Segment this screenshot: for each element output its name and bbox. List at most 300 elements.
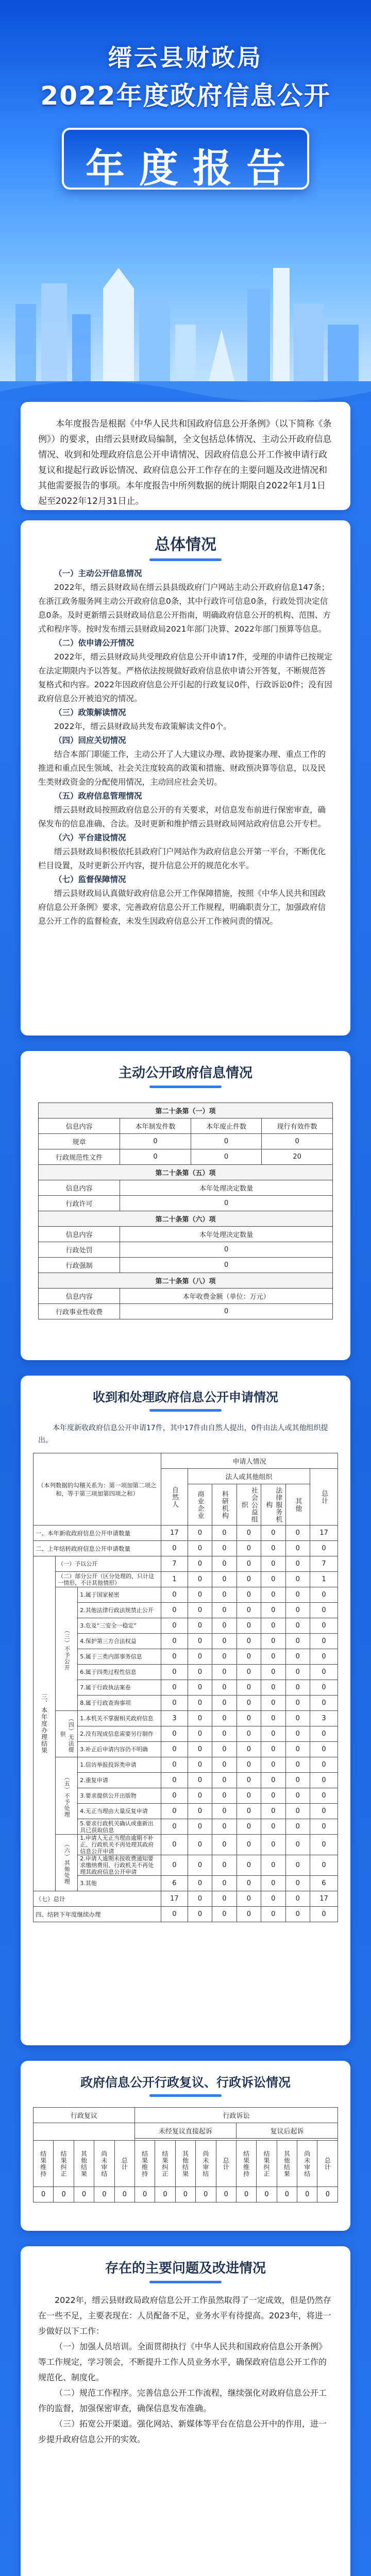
intro-text: 本年度报告是根据《中华人民共和国政府信息公开条例》（以下简称《条例》）的要求，由缙云县财政局编制，全文包括总体情况、主动公开政府信息情况、收到和处理政府信息公开申请情况、因政府信息公开工作被申请行政复议和提起行政诉讼情况、政府信息公开工作存在的主要问题及改进情况和其他需要报告的事项。本年度报告中所列数据的统计期限自2022年1月1日起至2022年12月31日止。 [38, 419, 332, 506]
problems-paragraph-3: （二）规范工作程序。完善信息公开工作流程，继续强化对政府信息公开工作的监督，加强保密审查，确保信息发布准确。 [38, 2388, 327, 2413]
review-title-text: 政府信息公开行政复议、行政诉讼情况 [80, 2075, 291, 2090]
table-row [33, 1541, 338, 1556]
table-row [39, 1258, 333, 1273]
apply-desc: 本年度新收政府信息公开申请17件，其中17件由自然人提出，0件由法人或其他组织提出。 [38, 1424, 328, 1445]
col-header: 信息内容 [39, 1180, 120, 1196]
overview-paragraph-7: 缙云县财政局认真做好政府信息公开工作保障措施，按照《中华人民共和国政府信息公开条例》要求，完善政府信息公开工作规程，明确职责分工，加强政府信息公开工作的监督检查，未发生因政府信息公开工作被问责的情况。 [38, 889, 326, 926]
apply-head-note: （本列数据的勾稽关系为：第一项加第二项之和，等于第三项加第四项之和） [33, 1453, 161, 1526]
table-cell: 0 [261, 1788, 285, 1804]
table-row [33, 1835, 338, 1855]
overview-heading-2: （二）依申请公开情况 [54, 638, 134, 648]
table-row [33, 2187, 338, 2202]
table-cell: 0 [285, 1541, 310, 1556]
review-col-header: 总计 [114, 2141, 134, 2187]
title-underline [149, 2094, 222, 2097]
table-cell: 0 [285, 1603, 310, 1618]
table-cell: 0 [33, 2187, 54, 2202]
table-row [33, 1876, 338, 1891]
table-cell: 0 [74, 2187, 94, 2202]
table-cell: 行政事业性收费 [39, 1304, 120, 1319]
art20-8-header: 第二十条第（八）项 [39, 1273, 333, 1289]
row-label: 7.属于行政执法案卷 [78, 1680, 161, 1696]
table-cell: 0 [310, 1757, 338, 1773]
col-header: 信息内容 [39, 1118, 120, 1134]
table-cell: 0 [237, 1855, 261, 1876]
table-row [33, 1711, 338, 1726]
table-cell: 0 [188, 1572, 212, 1587]
banner-year-title: 2022年度政府信息公开 [40, 81, 331, 111]
table-cell: 0 [191, 1149, 262, 1165]
table-cell: 0 [285, 1572, 310, 1587]
table-cell: 0 [188, 1665, 212, 1680]
table-cell: 0 [188, 1603, 212, 1618]
table-cell: 0 [212, 1618, 237, 1634]
banner-report-box [62, 128, 309, 190]
table-cell: 0 [285, 1587, 310, 1603]
row-label: 2.其他法律行政法规禁止公开 [78, 1603, 161, 1618]
review-head-fy: 行政复议 [33, 2108, 135, 2123]
table-cell: 0 [285, 1819, 310, 1835]
col-header: 本年制发件数 [120, 1118, 191, 1134]
table-cell: 0 [285, 1742, 310, 1757]
table-cell: 17 [310, 1891, 338, 1907]
table-row [33, 1891, 338, 1907]
table-cell: 0 [261, 1634, 285, 1649]
problems-paragraph-4: （三）拓宽公开渠道。强化网站、新媒体等平台在信息公开中的作用，进一步提升政府信息公开的实效。 [38, 2419, 327, 2444]
table-cell: 0 [188, 1711, 212, 1726]
table-cell: 0 [120, 1258, 333, 1273]
table-cell: 0 [212, 1835, 237, 1855]
row-label: 4.无正当理由大量反复申请 [78, 1804, 161, 1819]
table-cell: 0 [212, 1634, 237, 1649]
table-cell: 0 [310, 1634, 338, 1649]
table-cell: 0 [212, 1773, 237, 1788]
table-cell: 0 [237, 1757, 261, 1773]
row-label: 1.申请人无正当理由逾期不补正、行政机关不再处理其政府信息公开申请 [78, 1835, 161, 1855]
table-cell: 0 [212, 1526, 237, 1541]
table-cell: 0 [237, 1742, 261, 1757]
intro-card [21, 402, 350, 510]
table-cell: 0 [261, 1757, 285, 1773]
table-cell: 0 [310, 1773, 338, 1788]
table-cell: 0 [285, 1891, 310, 1907]
table-cell: 0 [212, 1757, 237, 1773]
active-disclosure-card [21, 1051, 350, 1360]
table-cell: 0 [310, 1788, 338, 1804]
table-cell: 0 [212, 1726, 237, 1742]
table-cell: 0 [212, 1665, 237, 1680]
table-cell: 0 [120, 1149, 191, 1165]
table-row [33, 1665, 338, 1680]
table-cell: 0 [161, 1788, 188, 1804]
row-label: 1.属于国家秘密 [78, 1587, 161, 1603]
table-cell: 行政强制 [39, 1258, 120, 1273]
table-row [39, 1304, 333, 1319]
problems-card [21, 2246, 350, 2576]
table-cell: 0 [285, 1804, 310, 1819]
table-cell: 0 [310, 1696, 338, 1711]
table-cell: 0 [237, 1835, 261, 1855]
row-label: 5.属于三类内部事务信息 [78, 1649, 161, 1665]
apply-head-commercial: 商业企业 [188, 1484, 212, 1526]
table-cell: 0 [161, 1603, 188, 1618]
active-table [38, 1103, 333, 1319]
group-label-group_notdo: （五）不予处理 [56, 1757, 78, 1835]
table-cell: 0 [261, 1876, 285, 1891]
table-cell: 0 [285, 1634, 310, 1649]
row-label: 5.要求行政机关确认或重新出具已获取信息 [78, 1819, 161, 1835]
row-label: 6.属于四类过程性信息 [78, 1665, 161, 1680]
table-cell: 0 [161, 1696, 188, 1711]
table-cell: 0 [191, 1134, 262, 1149]
table-cell: 0 [188, 1634, 212, 1649]
table-cell: 0 [285, 1526, 310, 1541]
table-cell: 0 [212, 1742, 237, 1757]
apply-title [21, 1387, 350, 1412]
table-cell: 0 [237, 1603, 261, 1618]
overview-paragraph-2: 2022年，缙云县财政局共受理政府信息公开申请17件，受理的申请件已按规定在法定期限内予以答复。严格依法按规做好政府信息依申请公开答复，不断规范答复格式和内容。2022年因政府信息公开引起的行政复议0件，行政诉讼0件；没有因政府信息公开被追究的情况。 [38, 652, 332, 703]
table-cell: 0 [161, 1587, 188, 1603]
col-header: 本年处理决定数量 [120, 1227, 333, 1242]
table-row [33, 1603, 338, 1618]
table-cell: 0 [196, 2187, 216, 2202]
table-cell: 0 [310, 1835, 338, 1855]
problems-body [38, 2293, 333, 2447]
overview-heading-7: （七）监督保障情况 [54, 875, 126, 884]
table-cell: 0 [261, 1556, 285, 1572]
apply-head-total: 总计 [310, 1469, 338, 1526]
table-cell: 0 [188, 1757, 212, 1773]
overview-heading-5: （五）政府信息管理情况 [54, 791, 142, 801]
overview-paragraph-4: 结合本部门职能工作，主动公开了人大建议办理、政协提案办理、重点工作的推进和重点民生领域、社会关注度较高的政策和措施、财政预决算等信息，以及民生类财政资金的分配使用情况，主动回应社会关切。 [38, 750, 326, 787]
table-cell: 0 [310, 1618, 338, 1634]
table-cell: 20 [262, 1149, 333, 1165]
row-label: （一）予以公开 [56, 1556, 161, 1572]
table-cell: 0 [134, 2187, 155, 2202]
table-cell: 0 [261, 1572, 285, 1587]
table-row [39, 1242, 333, 1258]
table-cell: 7 [310, 1556, 338, 1572]
overview-paragraph-5: 缙云县财政局按照政府信息公开的有关要求，对信息发布前进行保密审查，确保发布的信息准确、合法。及时更新和维护缙云县财政局网站政府信息公开专栏。 [38, 805, 326, 828]
table-cell: 0 [261, 1907, 285, 1922]
review-col-header: 结果维持 [134, 2141, 155, 2187]
table-cell: 0 [188, 1649, 212, 1665]
table-cell: 0 [161, 1855, 188, 1876]
table-cell: 0 [261, 1680, 285, 1696]
table-cell: 0 [175, 2187, 195, 2202]
table-row [33, 1726, 338, 1742]
table-cell: 0 [261, 1711, 285, 1726]
review-head-direct: 未经复议直接起诉 [134, 2123, 236, 2139]
table-cell: 0 [310, 1819, 338, 1835]
table-cell: 0 [237, 1819, 261, 1835]
review-col-header: 其他结果 [277, 2141, 297, 2187]
review-col-header: 尚未审结 [94, 2141, 114, 2187]
apply-head-legal: 法人或其他组织 [188, 1469, 310, 1484]
art20-1-header: 第二十条第（一）项 [39, 1103, 333, 1118]
title-underline [149, 1086, 222, 1088]
table-cell: 0 [161, 1757, 188, 1773]
table-cell: 0 [212, 1541, 237, 1556]
row-label: 3.危及“三安全一稳定” [78, 1618, 161, 1634]
table-cell: 0 [212, 1603, 237, 1618]
table-cell: 0 [212, 1876, 237, 1891]
review-head-ss: 行政诉讼 [134, 2108, 338, 2123]
row-label: （二）部分公开（区分处理的，只计这一情形，不计其他情形） [56, 1572, 161, 1587]
table-cell: 0 [261, 1804, 285, 1819]
row-label: 3.其他 [78, 1876, 161, 1891]
table-row [33, 1907, 338, 1922]
table-cell: 1 [310, 1572, 338, 1587]
table-cell: 0 [188, 1726, 212, 1742]
table-cell: 0 [94, 2187, 114, 2202]
table-cell: 0 [237, 1665, 261, 1680]
table-cell: 0 [285, 1876, 310, 1891]
table-cell: 0 [161, 1804, 188, 1819]
table-cell: 0 [237, 1711, 261, 1726]
table-cell: 0 [212, 1788, 237, 1804]
table-cell: 0 [261, 1891, 285, 1907]
table-cell: 0 [310, 1804, 338, 1819]
table-cell: 0 [54, 2187, 74, 2202]
table-cell: 规章 [39, 1134, 120, 1149]
row-label: 1.本机关不掌握相关政府信息 [78, 1711, 161, 1726]
review-head-blank [33, 2123, 135, 2141]
apply-head-group: 申请人情况 [161, 1453, 338, 1469]
table-cell: 6 [161, 1876, 188, 1891]
table-cell: 0 [237, 1541, 261, 1556]
table-cell: 0 [261, 1819, 285, 1835]
table-cell: 0 [212, 1649, 237, 1665]
table-row [33, 1680, 338, 1696]
table-cell: 0 [216, 2187, 236, 2202]
review-col-header: 结果纠正 [257, 2141, 277, 2187]
apply-table-wrap [33, 1453, 338, 1922]
review-col-header: 其他结果 [175, 2141, 195, 2187]
overview-heading-4: （四）回应关切情况 [54, 736, 126, 745]
table-row [33, 1855, 338, 1876]
table-cell: 0 [188, 1618, 212, 1634]
table-cell: 0 [310, 1665, 338, 1680]
problems-title-text: 存在的主要问题及改进情况 [105, 2261, 266, 2276]
table-cell: 0 [261, 1855, 285, 1876]
table-row [33, 1618, 338, 1634]
row-label: 2.申请人逾期未按收费通知要求缴纳费用、行政机关不再处理其政府信息公开申请 [78, 1855, 161, 1876]
table-cell: 0 [277, 2187, 297, 2202]
table-cell: 0 [285, 1665, 310, 1680]
overview-title [21, 532, 350, 561]
table-cell: 0 [285, 1788, 310, 1804]
table-row [33, 1526, 338, 1541]
art20-6-header: 第二十条第（六）项 [39, 1211, 333, 1227]
overview-body [38, 567, 333, 928]
table-cell: 0 [212, 1696, 237, 1711]
table-cell: 0 [188, 1819, 212, 1835]
overview-paragraph-1: 2022年，缙云县财政局在缙云县县级政府门户网站主动公开政府信息147条；在浙江政务服务网主动公开政府信息0条，其中行政许可信息0条，行政处罚决定信息0条。及时更新缙云县财政局信息公开指南，明确政府信息公开的机构、范围、方式和程序等。按时发布缙云县财政局2021年部门决算、2022年部门预算等信息。 [38, 583, 331, 634]
table-cell: 0 [212, 1804, 237, 1819]
table-cell: 0 [261, 1587, 285, 1603]
table-cell: 0 [261, 1649, 285, 1665]
title-underline [149, 558, 222, 561]
table-cell: 0 [161, 1907, 188, 1922]
overview-heading-1: （一）主动公开信息情况 [54, 569, 142, 578]
table-cell: 0 [237, 1634, 261, 1649]
table-cell: 0 [317, 2187, 338, 2202]
table-cell: 0 [188, 1526, 212, 1541]
banner-dept-title: 缙云县财政局 [108, 44, 263, 72]
table-cell: 0 [188, 1835, 212, 1855]
table-cell: 0 [212, 1711, 237, 1726]
table-row [33, 1634, 338, 1649]
table-cell: 0 [188, 1541, 212, 1556]
table-cell: 0 [310, 1680, 338, 1696]
table-cell: 0 [161, 1665, 188, 1680]
table-cell: 3 [310, 1711, 338, 1726]
table-cell: 0 [188, 1680, 212, 1696]
row-label: （七）总计 [33, 1891, 161, 1907]
row-label: 8.属于行政查询事项 [78, 1696, 161, 1711]
table-cell: 0 [212, 1819, 237, 1835]
table-row [33, 1804, 338, 1819]
row-label: 二、上年结转政府信息公开申请数量 [33, 1541, 161, 1556]
table-cell: 7 [161, 1556, 188, 1572]
apply-head-research: 科研机构 [212, 1484, 237, 1526]
table-cell: 0 [212, 1556, 237, 1572]
table-cell: 0 [285, 1618, 310, 1634]
table-cell: 0 [310, 1649, 338, 1665]
table-cell: 0 [310, 1855, 338, 1876]
col-header: 现行有效件数 [262, 1118, 333, 1134]
apply-head-natural: 自然人 [161, 1469, 188, 1526]
group-label-group_other: （六）其他处理 [56, 1835, 78, 1891]
table-cell: 0 [262, 1134, 333, 1149]
review-col-header: 总计 [216, 2141, 236, 2187]
table-cell: 0 [237, 1891, 261, 1907]
col-header: 信息内容 [39, 1289, 120, 1304]
apply-head-legal-service: 法律服务机构 [261, 1484, 285, 1526]
table-cell: 行政处罚 [39, 1242, 120, 1258]
review-col-header: 结果维持 [236, 2141, 256, 2187]
table-cell: 0 [161, 1634, 188, 1649]
table-cell: 0 [188, 1891, 212, 1907]
table-cell: 0 [161, 1773, 188, 1788]
table-cell: 0 [261, 1742, 285, 1757]
col-header: 本年处理决定数量 [120, 1180, 333, 1196]
review-col-header: 尚未审结 [196, 2141, 216, 2187]
table-cell: 0 [261, 1603, 285, 1618]
table-cell: 0 [188, 1773, 212, 1788]
table-cell: 0 [155, 2187, 175, 2202]
table-row [39, 1196, 333, 1211]
table-cell: 0 [120, 1242, 333, 1258]
review-table-wrap [33, 2107, 338, 2202]
table-row [39, 1149, 333, 1165]
overview-title-text: 总体情况 [155, 536, 216, 554]
table-cell: 0 [188, 1907, 212, 1922]
apply-head-other: 其他 [285, 1484, 310, 1526]
art20-5-header: 第二十条第（五）项 [39, 1165, 333, 1180]
row-label: 四、结转下年度继续办理 [33, 1907, 161, 1922]
overview-card [21, 520, 350, 1036]
table-cell: 0 [237, 1876, 261, 1891]
table-cell: 0 [261, 1726, 285, 1742]
table-cell: 0 [285, 1711, 310, 1726]
table-cell: 0 [161, 1618, 188, 1634]
review-col-header: 结果纠正 [54, 2141, 74, 2187]
table-cell: 0 [285, 1773, 310, 1788]
table-cell: 0 [188, 1804, 212, 1819]
table-cell: 0 [237, 1587, 261, 1603]
table-cell: 0 [261, 1665, 285, 1680]
review-col-header: 尚未审结 [297, 2141, 317, 2187]
table-cell: 0 [188, 1556, 212, 1572]
table-cell: 0 [310, 1907, 338, 1922]
table-cell: 0 [212, 1907, 237, 1922]
table-cell: 0 [212, 1680, 237, 1696]
table-cell: 0 [310, 1587, 338, 1603]
table-cell: 0 [161, 1742, 188, 1757]
table-cell: 6 [310, 1876, 338, 1891]
table-row [33, 1757, 338, 1773]
table-cell: 0 [188, 1696, 212, 1711]
table-cell: 0 [212, 1572, 237, 1587]
applications-card [21, 1376, 350, 2045]
row-label: 2.没有现成信息需要另行制作 [78, 1726, 161, 1742]
review-col-header: 总计 [317, 2141, 338, 2187]
table-cell: 0 [285, 1680, 310, 1696]
table-cell: 0 [285, 1556, 310, 1572]
review-col-header: 结果纠正 [155, 2141, 175, 2187]
table-cell: 0 [161, 1680, 188, 1696]
table-cell: 0 [212, 1587, 237, 1603]
table-cell: 0 [237, 1556, 261, 1572]
table-row [33, 1788, 338, 1804]
group-label-group_cannot: （四）无法提供 [56, 1711, 78, 1757]
col-header: 本年废止件数 [191, 1118, 262, 1134]
table-cell: 0 [114, 2187, 134, 2202]
col-header: 信息内容 [39, 1227, 120, 1242]
table-cell: 0 [120, 1304, 333, 1319]
problems-paragraph-1: 2022年，缙云县财政局政府信息公开工作虽然取得了一定成效，但是仍然存在一些不足，主要表现在：人员配备不足，业务水平有待提高。2023年，将进一步做好以下工作： [38, 2295, 331, 2336]
table-cell: 0 [161, 1726, 188, 1742]
table-cell: 0 [285, 1835, 310, 1855]
title-underline [149, 1409, 222, 1412]
table-cell: 0 [261, 1835, 285, 1855]
overview-heading-6: （六）平台建设情况 [54, 833, 126, 842]
table-cell: 0 [285, 1757, 310, 1773]
table-cell: 0 [261, 1773, 285, 1788]
table-cell: 0 [237, 1680, 261, 1696]
table-row [33, 1773, 338, 1788]
table-cell: 0 [257, 2187, 277, 2202]
table-cell: 0 [237, 1572, 261, 1587]
table-cell: 17 [310, 1526, 338, 1541]
table-row [33, 1696, 338, 1711]
row-label: 1.信访举报投诉类申请 [78, 1757, 161, 1773]
table-cell: 0 [188, 1876, 212, 1891]
active-tables [38, 1103, 333, 1319]
table-cell: 17 [161, 1891, 188, 1907]
overview-paragraph-6: 缙云县财政局积极依托县政府门户网站作为政府信息公开第一平台，不断优化栏目设置，及时更新公开内容，提升信息公开的规范化水平。 [38, 847, 326, 870]
row-label: 3.要求提供公开出版物 [78, 1788, 161, 1804]
table-cell: 0 [285, 1696, 310, 1711]
col-header: 本年收费金额（单位：万元） [120, 1289, 333, 1304]
table-cell: 0 [188, 1855, 212, 1876]
table-cell: 3 [161, 1711, 188, 1726]
table-cell: 0 [237, 1804, 261, 1819]
table-cell: 0 [285, 1855, 310, 1876]
table-cell: 0 [161, 1819, 188, 1835]
